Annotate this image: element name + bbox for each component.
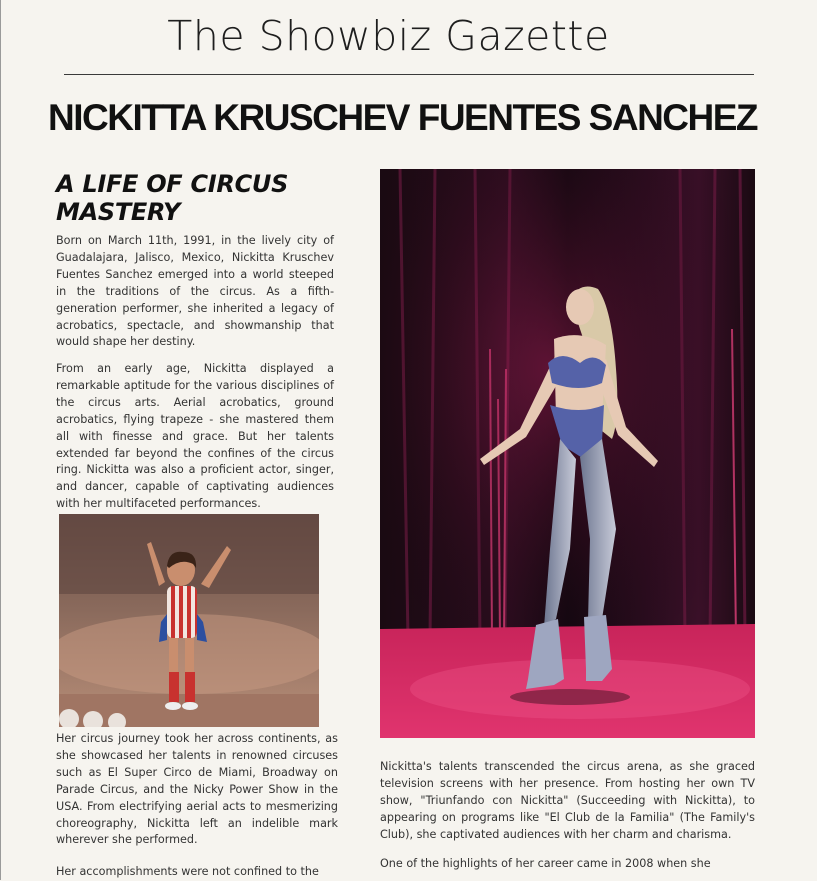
stage-photo <box>380 169 755 738</box>
paragraph-2: From an early age, Nickitta displayed a remarkable aptitude for the various disciplines of the circus arts. Aerial acrobatics, ground acrobatics, flying trapeze - she mastered them all with finesse and grace. But her talents extended far beyond the confines of the circus ring. Nickitta was also a proficient actor, singer, and dancer, capable of captivating audiences with her multifaceted performances. <box>56 362 334 511</box>
paragraph-6: One of the highlights of her career came in 2008 when she <box>380 857 711 870</box>
page-border <box>0 0 1 880</box>
article-headline: NICKITTA KRUSCHEV FUENTES SANCHEZ <box>48 97 758 138</box>
childhood-photo <box>59 514 319 727</box>
paragraph-3: Her circus journey took her across continents, as she showcased her talents in renowned circuses such as El Super Circo de Miami, Broadway on Parade Circus, and the Nicky Power Show in the USA. From electrifying aerial acts to mesmerizing choreography, Nickitta left an indelible mark wherever she performed. <box>56 732 338 847</box>
paragraph-4: Her accomplishments were not confined to the <box>56 865 319 878</box>
masthead-rule <box>64 74 754 75</box>
paragraph-5: Nickitta's talents transcended the circus arena, as she graced television screens with her presence. From hosting her own TV show, "Triunfando con Nickitta" (Succeeding with Nickitta), to appearing on programs like "El Club de la Familia" (The Family's Club), she captivated audiences with her charm and charisma. <box>380 760 755 841</box>
masthead-title: The Showbiz Gazette <box>167 12 610 60</box>
section-title: A LIFE OF CIRCUS MASTERY <box>56 170 289 226</box>
paragraph-1: Born on March 11th, 1991, in the lively city of Guadalajara, Jalisco, Mexico, Nickitta Kruschev Fuentes Sanchez emerged into a world steeped in the traditions of the circus. As a fifth-generation performer, she inherited a legacy of acrobatics, spectacle, and showmanship that would shape her destiny. <box>56 234 334 349</box>
